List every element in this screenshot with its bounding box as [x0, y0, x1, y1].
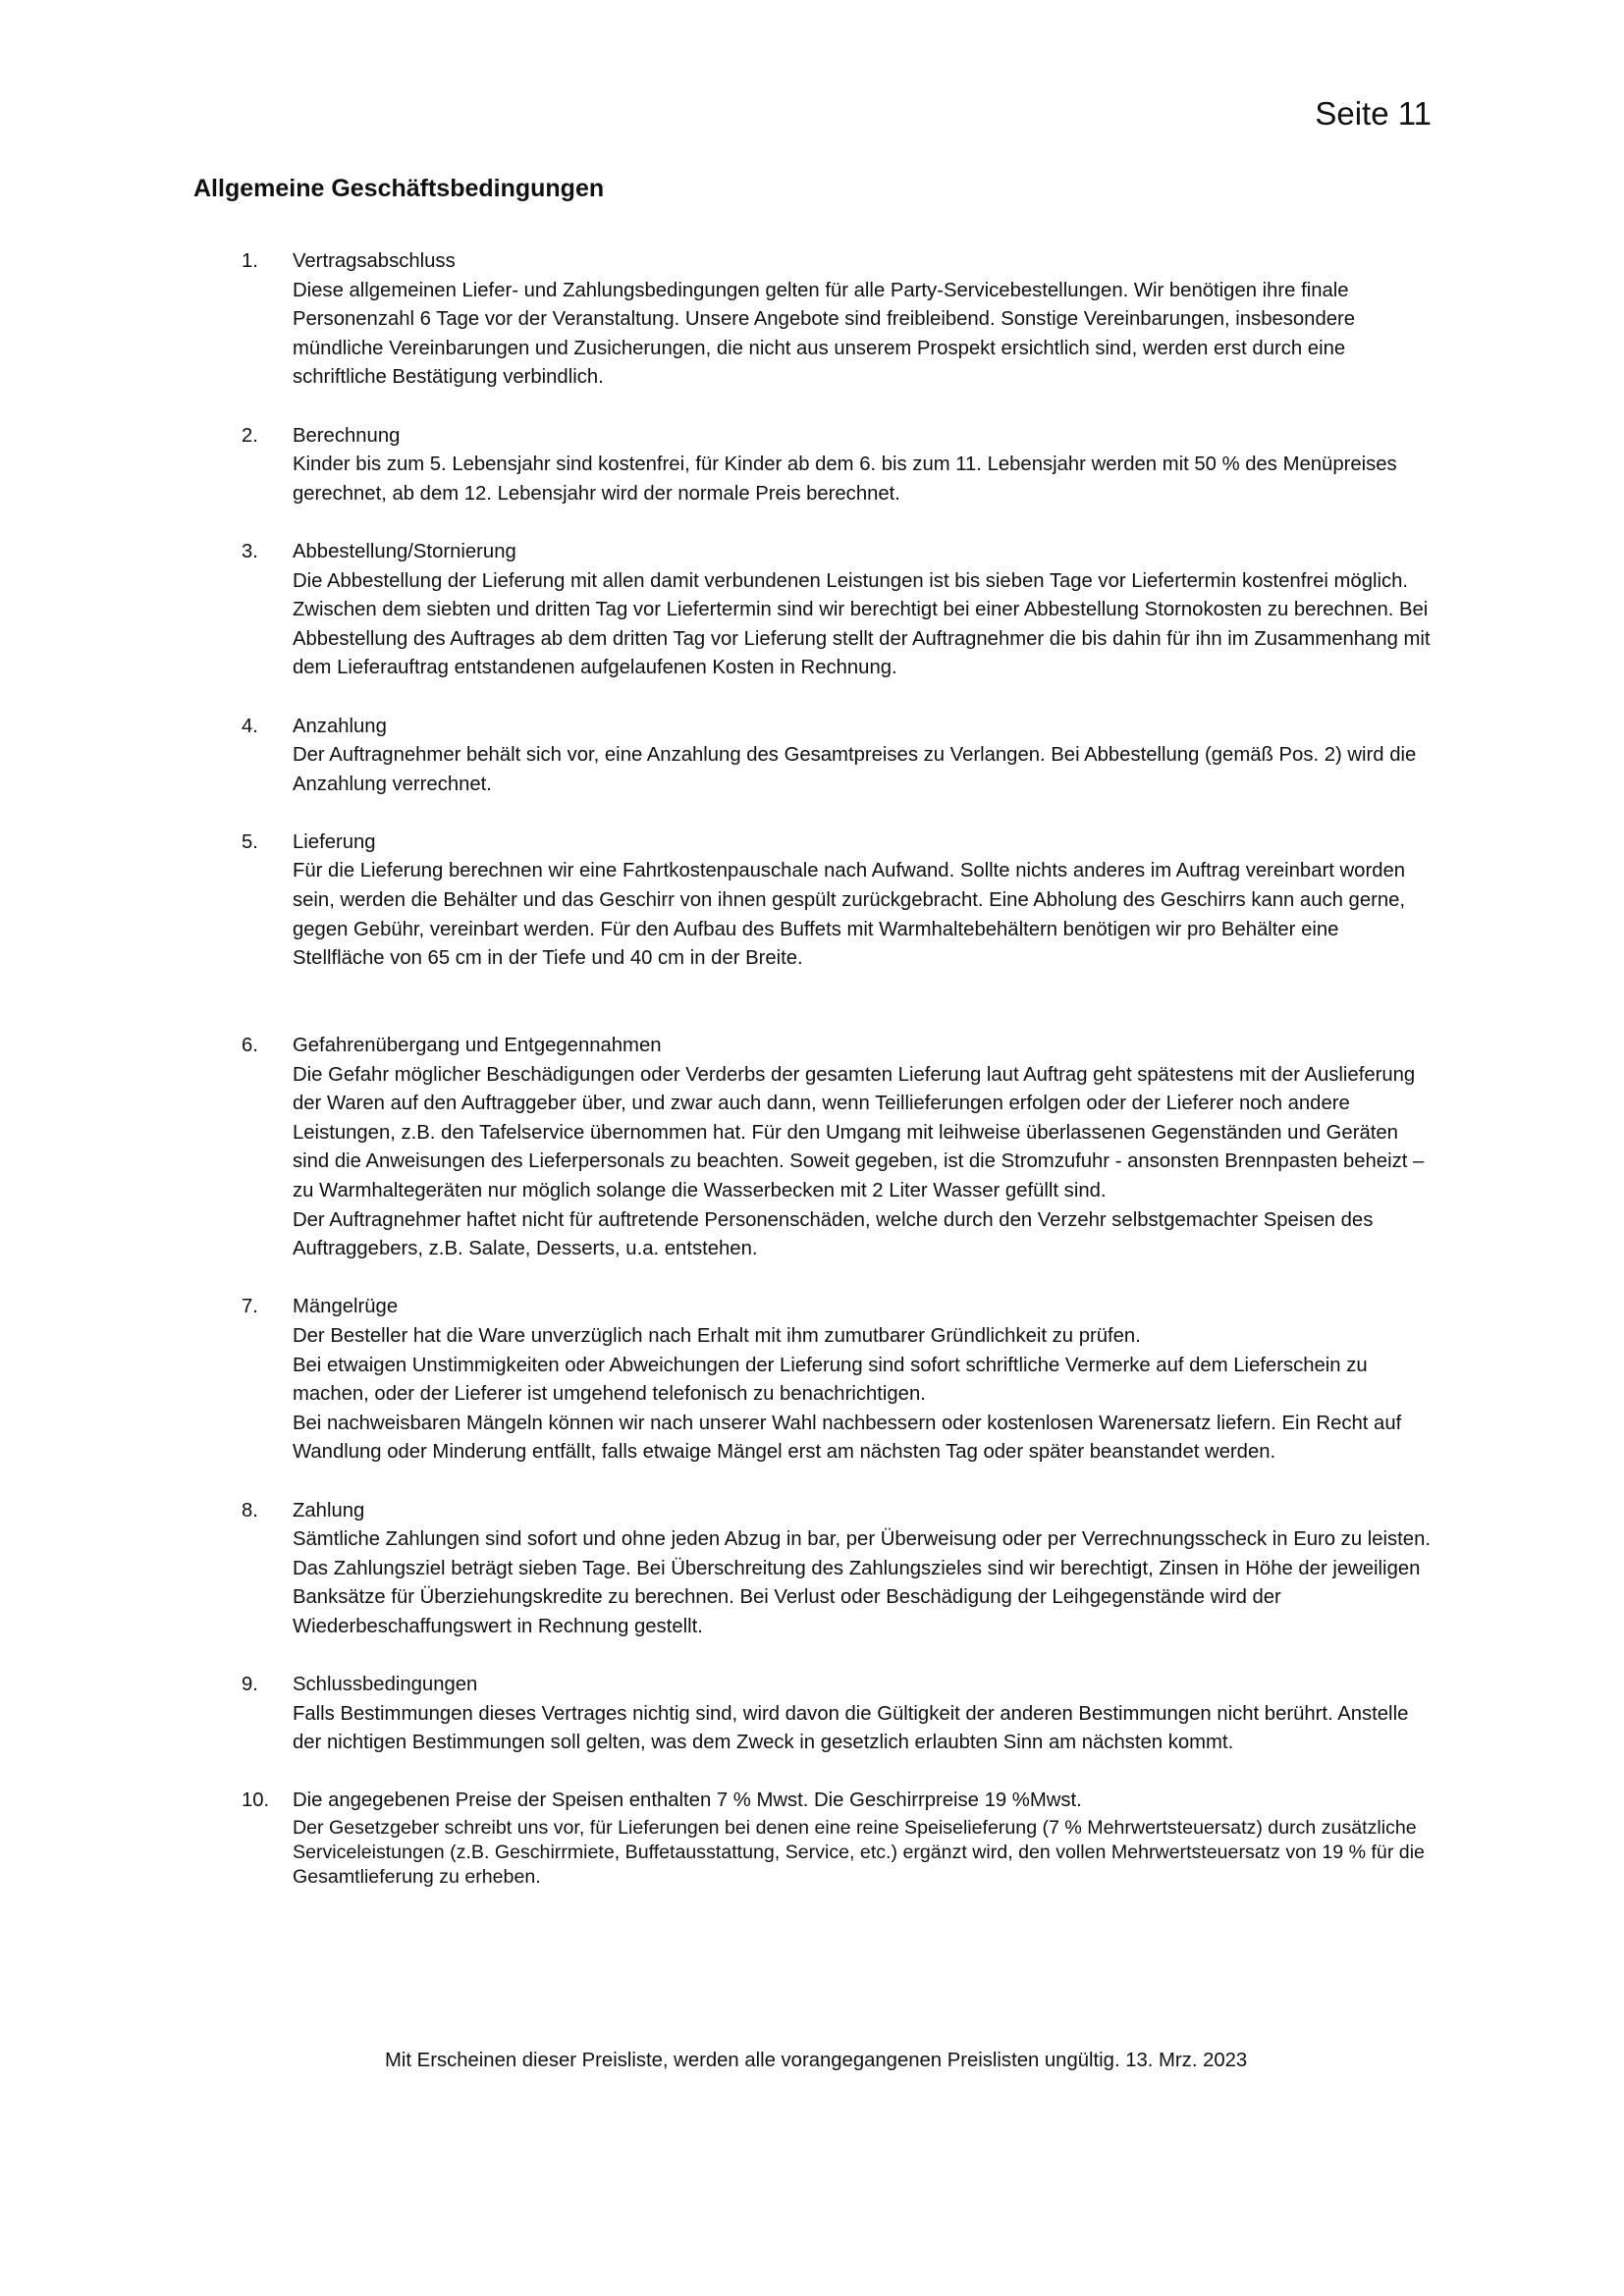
term-paragraph: Falls Bestimmungen dieses Vertrages nichtig sind, wird davon die Gültigkeit der anderen Bestimmungen nicht berührt. Anstelle der nichtigen Bestimmungen soll gelten, was dem Zweck in gesetzlich erlaubten Sinn am nächsten kommt. [293, 1702, 1409, 1754]
term-paragraph: Diese allgemeinen Liefer- und Zahlungsbedingungen gelten für alle Party-Servicebestellungen. Wir benötigen ihre finale Personenzahl 6 Tage vor der Veranstaltung. Unsere Angebote sind freibleibend. Sonstige Vereinbarungen, insbesondere mündliche Vereinbarungen und Zusicherungen, die nicht aus unserem Prospekt ersichtlich sind, werden erst durch eine schriftliche Bestätigung verbindlich. [293, 279, 1356, 389]
term-item-3 [242, 538, 1434, 683]
term-number: 5. [242, 830, 258, 853]
term-number: 7. [242, 1296, 258, 1318]
term-heading: Die angegebenen Preise der Speisen enthalten 7 % Mwst. Die Geschirrpreise 19 %Mwst. [293, 1789, 1082, 1812]
term-heading: Vertragsabschluss [293, 250, 456, 272]
document-title: Allgemeine Geschäftsbedingungen [193, 175, 605, 202]
term-paragraph: Der Auftragnehmer haftet nicht für auftretende Personenschäden, welche durch den Verzehr selbstgemachter Speisen des Auftraggebers, z.B. Salate, Desserts, u.a. entstehen. [293, 1208, 1374, 1260]
term-number: 9. [242, 1674, 258, 1696]
term-number: 3. [242, 540, 258, 562]
term-number: 10. [242, 1789, 270, 1812]
term-number: 2. [242, 424, 258, 447]
term-heading: Gefahrenübergang und Entgegennahmen [293, 1035, 662, 1057]
term-item-7 [242, 1293, 1434, 1468]
term-body [293, 422, 1434, 509]
term-paragraph: Das Zahlungsziel beträgt sieben Tage. Bei Überschreitung des Zahlungszieles sind wir berechtigt, Zinsen in Höhe der jeweiligen Banksätze für Überziehungskredite zu berechnen. Bei Verlust oder Beschädigung der Leihgegenstände wird der Wiederbeschaffungswert in Rechnung gestellt. [293, 1557, 1421, 1637]
term-body [293, 713, 1434, 800]
term-paragraph: Die Abbestellung der Lieferung mit allen damit verbundenen Leistungen ist bis sieben Tage vor Liefertermin kostenfrei möglich. Zwischen dem siebten und dritten Tag vor Liefertermin sind wir berechtigt bei einer Abbestellung Stornokosten zu berechnen. Bei Abbestellung des Auftrages ab dem dritten Tag vor Lieferung stellt der Auftragnehmer die bis dahin für ihn im Zusammenhang mit dem Lieferauftrag entstandenen aufgelaufenen Kosten in Rechnung. [293, 569, 1431, 679]
term-item-4 [242, 713, 1434, 800]
validity-note: Mit Erscheinen dieser Preisliste, werden alle vorangegangenen Preislisten ungültig. 13. Mrz. 2023 [385, 2050, 1248, 2071]
term-paragraph: Bei etwaigen Unstimmigkeiten oder Abweichungen der Lieferung sind sofort schriftliche Vermerke auf dem Lieferschein zu machen, oder der Lieferer ist umgehend telefonisch zu benachrichtigen. [293, 1354, 1368, 1406]
term-heading: Berechnung [293, 424, 401, 447]
term-heading: Mängelrüge [293, 1296, 399, 1318]
term-number: 1. [242, 250, 258, 272]
term-heading: Lieferung [293, 830, 376, 853]
term-number: 8. [242, 1499, 258, 1522]
term-paragraph: Der Besteller hat die Ware unverzüglich nach Erhalt mit ihm zumutbarer Gründlichkeit zu prüfen. [293, 1324, 1141, 1347]
term-paragraph: Sämtliche Zahlungen sind sofort und ohne jeden Abzug in bar, per Überweisung oder per Verrechnungsscheck in Euro zu leisten. [293, 1528, 1432, 1551]
term-heading: Zahlung [293, 1499, 365, 1522]
page-number: Seite 11 [1315, 95, 1432, 132]
term-item-6 [242, 1032, 1434, 1264]
term-body [293, 247, 1434, 393]
term-body [293, 1787, 1434, 1890]
term-number: 6. [242, 1035, 258, 1057]
term-paragraph: Für die Lieferung berechnen wir eine Fahrtkostenpauschale nach Aufwand. Sollte nichts anderes im Auftrag vereinbart worden sein, werden die Behälter und das Geschirr von ihnen gespült zurückgebracht. Eine Abholung des Geschirrs kann auch gerne, gegen Gebühr, vereinbart werden. Für den Aufbau des Buffets mit Warmhaltebehältern benötigen wir pro Behälter eine Stellfläche von 65 cm in der Tiefe und 40 cm in der Breite. [293, 860, 1406, 970]
term-body [293, 1293, 1434, 1468]
term-paragraph: Der Auftragnehmer behält sich vor, eine Anzahlung des Gesamtpreises zu Verlangen. Bei Abbestellung (gemäß Pos. 2) wird die Anzahlung verrechnet. [293, 744, 1417, 795]
term-heading: Anzahlung [293, 715, 387, 737]
terms-list [242, 247, 1434, 1913]
term-paragraph: Die Gefahr möglicher Beschädigungen oder Verderbs der gesamten Lieferung laut Auftrag geht spätestens mit der Auslieferung der Waren auf den Auftraggeber über, und zwar auch dann, wenn Teillieferungen erfolgen oder der Lieferer noch andere Leistungen, z.B. den Tafelservice übernommen hat. Für den Umgang mit leihweise überlassenen Gegenständen und Geräten sind die Anweisungen des Lieferpersonals zu beachten. Soweit gegeben, ist die Stromzufuhr - ansonsten Brennpasten beheizt – zu Warmhaltegeräten nur möglich solange die Wasserbecken mit 2 Liter Wasser gefüllt sind. [293, 1063, 1425, 1201]
term-paragraph: Der Gesetzgeber schreibt uns vor, für Lieferungen bei denen eine reine Speiselieferung (7 % Mehrwertsteuersatz) durch zusätzliche Serviceleistungen (z.B. Geschirrmiete, Buffetausstattung, Service, etc.) ergänzt wird, den vollen Mehrwertsteuersatz von 19 % für die Gesamtlieferung zu erheben. [293, 1817, 1425, 1889]
term-item-8 [242, 1497, 1434, 1642]
term-item-1 [242, 247, 1434, 393]
term-item-2 [242, 422, 1434, 509]
term-body [293, 1497, 1434, 1642]
term-body [293, 1032, 1434, 1264]
term-item-5 [242, 828, 1434, 974]
term-paragraph: Bei nachweisbaren Mängeln können wir nach unserer Wahl nachbessern oder kostenlosen Warenersatz liefern. Ein Recht auf Wandlung oder Minderung entfällt, falls etwaige Mängel erst am nächsten Tag oder später beanstandet werden. [293, 1412, 1402, 1464]
term-item-10 [242, 1787, 1434, 1890]
term-heading: Schlussbedingungen [293, 1674, 478, 1696]
term-body [293, 1671, 1434, 1758]
term-body [293, 828, 1434, 974]
term-heading: Abbestellung/Stornierung [293, 540, 516, 562]
term-body [293, 538, 1434, 683]
term-paragraph: Kinder bis zum 5. Lebensjahr sind kostenfrei, für Kinder ab dem 6. bis zum 11. Lebensjahr werden mit 50 % des Menüpreises gerechnet, ab dem 12. Lebensjahr wird der normale Preis berechnet. [293, 454, 1397, 505]
term-item-9 [242, 1671, 1434, 1758]
term-number: 4. [242, 715, 258, 737]
